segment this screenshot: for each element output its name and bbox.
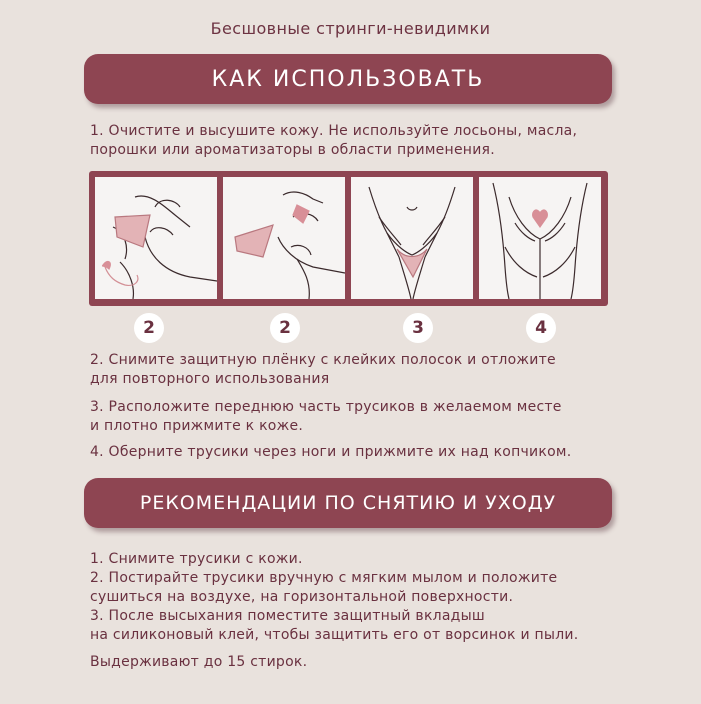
step2-line2: для повторного использования [90, 371, 330, 387]
care-line-4: 3. После высыхания поместите защитный вкладыш [90, 608, 485, 624]
how-to-use-title: КАК ИСПОЛЬЗОВАТЬ [211, 66, 485, 92]
illustration-number-1: 2 [134, 313, 164, 343]
illustration-remove-backing [223, 177, 345, 299]
care-line-2: 2. Постирайте трусики вручную с мягким мылом и положите [90, 570, 558, 586]
illustration-peel-film [95, 177, 217, 299]
illustration-number-3: 3 [403, 313, 433, 343]
illustration-wrap-back [479, 177, 601, 299]
care-line-1: 1. Снимите трусики с кожи. [90, 551, 303, 567]
illustration-place-front [351, 177, 473, 299]
step3-line2: и плотно прижмите к коже. [90, 418, 304, 434]
step1-line1: 1. Очистите и высушите кожу. Не используйте лосьоны, масла, [90, 123, 578, 139]
wash-note: Выдерживают до 15 стирок. [90, 654, 308, 670]
step3-line1: 3. Расположите переднюю часть трусиков в желаемом месте [90, 399, 562, 415]
step1-line2: порошки или ароматизаторы в области применения. [90, 142, 495, 158]
illustration-number-2: 2 [270, 313, 300, 343]
illustration-strip [89, 171, 608, 306]
care-banner [84, 478, 612, 528]
step4-line1: 4. Оберните трусики через ноги и прижмите их над копчиком. [90, 444, 572, 460]
product-subtitle: Бесшовные стринги-невидимки [210, 19, 491, 38]
illustration-number-4: 4 [526, 313, 556, 343]
care-line-5: на силиконовый клей, чтобы защитить его от ворсинок и пыли. [90, 627, 579, 643]
step2-line1: 2. Снимите защитную плёнку с клейких полосок и отложите [90, 352, 556, 368]
care-line-3: сушиться на воздухе, на горизонтальной поверхности. [90, 589, 514, 605]
care-title: РЕКОМЕНДАЦИИ ПО СНЯТИЮ И УХОДУ [139, 492, 557, 514]
how-to-use-banner [84, 54, 612, 104]
